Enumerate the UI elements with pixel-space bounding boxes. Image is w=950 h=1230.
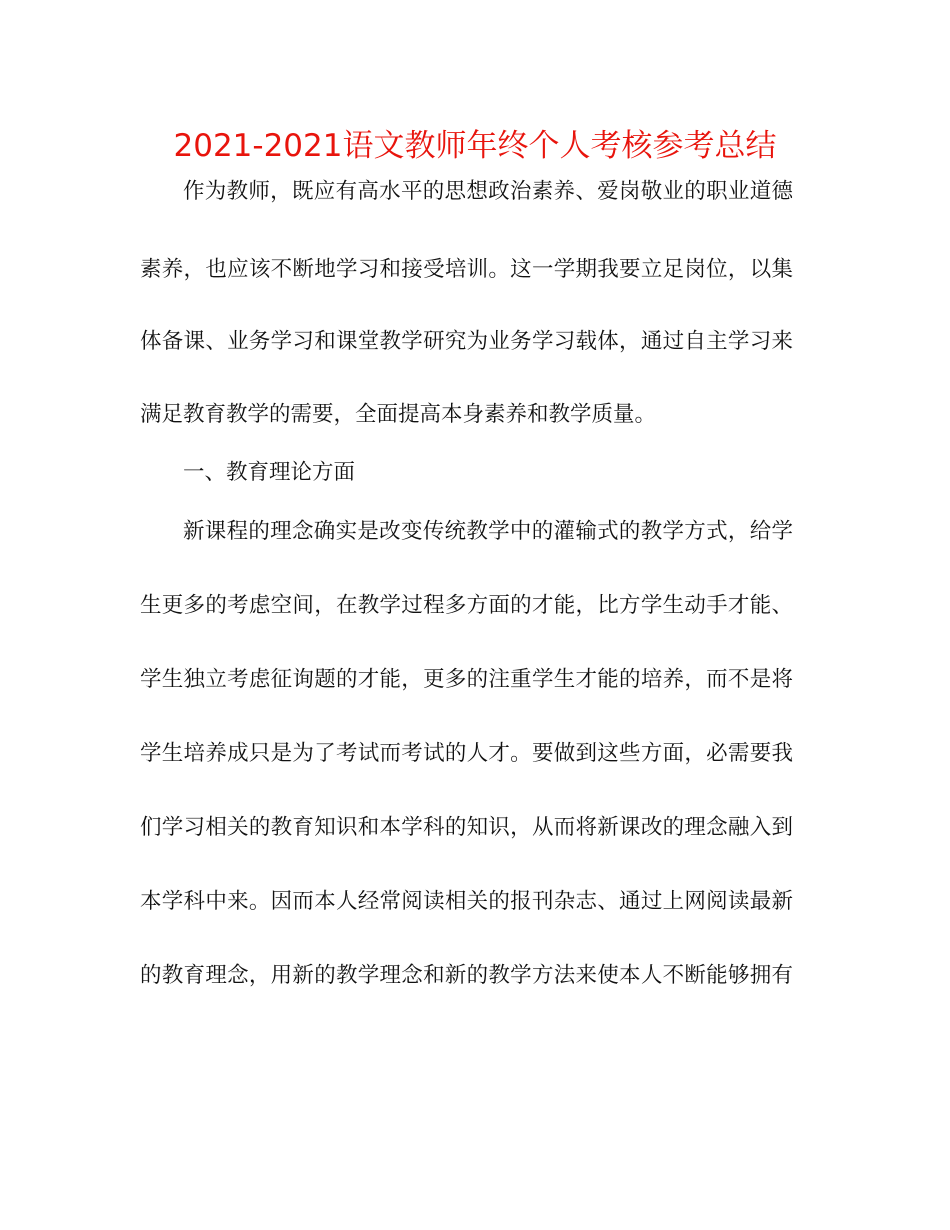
paragraph-intro	[140, 180, 793, 427]
paragraph-line: 的教育理念，用新的教学理念和新的教学方法来使本人不断能够拥有	[140, 963, 793, 988]
paragraph-line: 学生培养成只是为了考试而考试的人才。要做到这些方面，必需要我	[140, 741, 793, 766]
paragraph-line: 新课程的理念确实是改变传统教学中的灌输式的教学方式，给学	[183, 519, 793, 544]
paragraph-line: 作为教师，既应有高水平的思想政治素养、爱岗敬业的职业道德	[183, 179, 793, 204]
paragraph-line: 学生独立考虑征询题的才能，更多的注重学生才能的培养，而不是将	[140, 667, 793, 692]
paragraph-line: 素养，也应该不断地学习和接受培训。这一学期我要立足岗位，以集	[140, 257, 793, 282]
paragraph-line: 满足教育教学的需要，全面提高本身素养和教学质量。	[140, 402, 657, 427]
section-heading-education-theory: 一、教育理论方面	[183, 460, 356, 485]
paragraph-education-theory	[140, 520, 793, 988]
paragraph-line: 们学习相关的教育知识和本学科的知识，从而将新课改的理念融入到	[140, 815, 793, 840]
paragraph-line: 体备课、业务学习和课堂教学研究为业务学习载体，通过自主学习来	[140, 329, 793, 354]
document-title: 2021-2021语文教师年终个人考核参考总结	[173, 128, 777, 164]
paragraph-line: 本学科中来。因而本人经常阅读相关的报刊杂志、通过上网阅读最新	[140, 889, 793, 914]
paragraph-line: 生更多的考虑空间，在教学过程多方面的才能，比方学生动手才能、	[140, 593, 793, 618]
